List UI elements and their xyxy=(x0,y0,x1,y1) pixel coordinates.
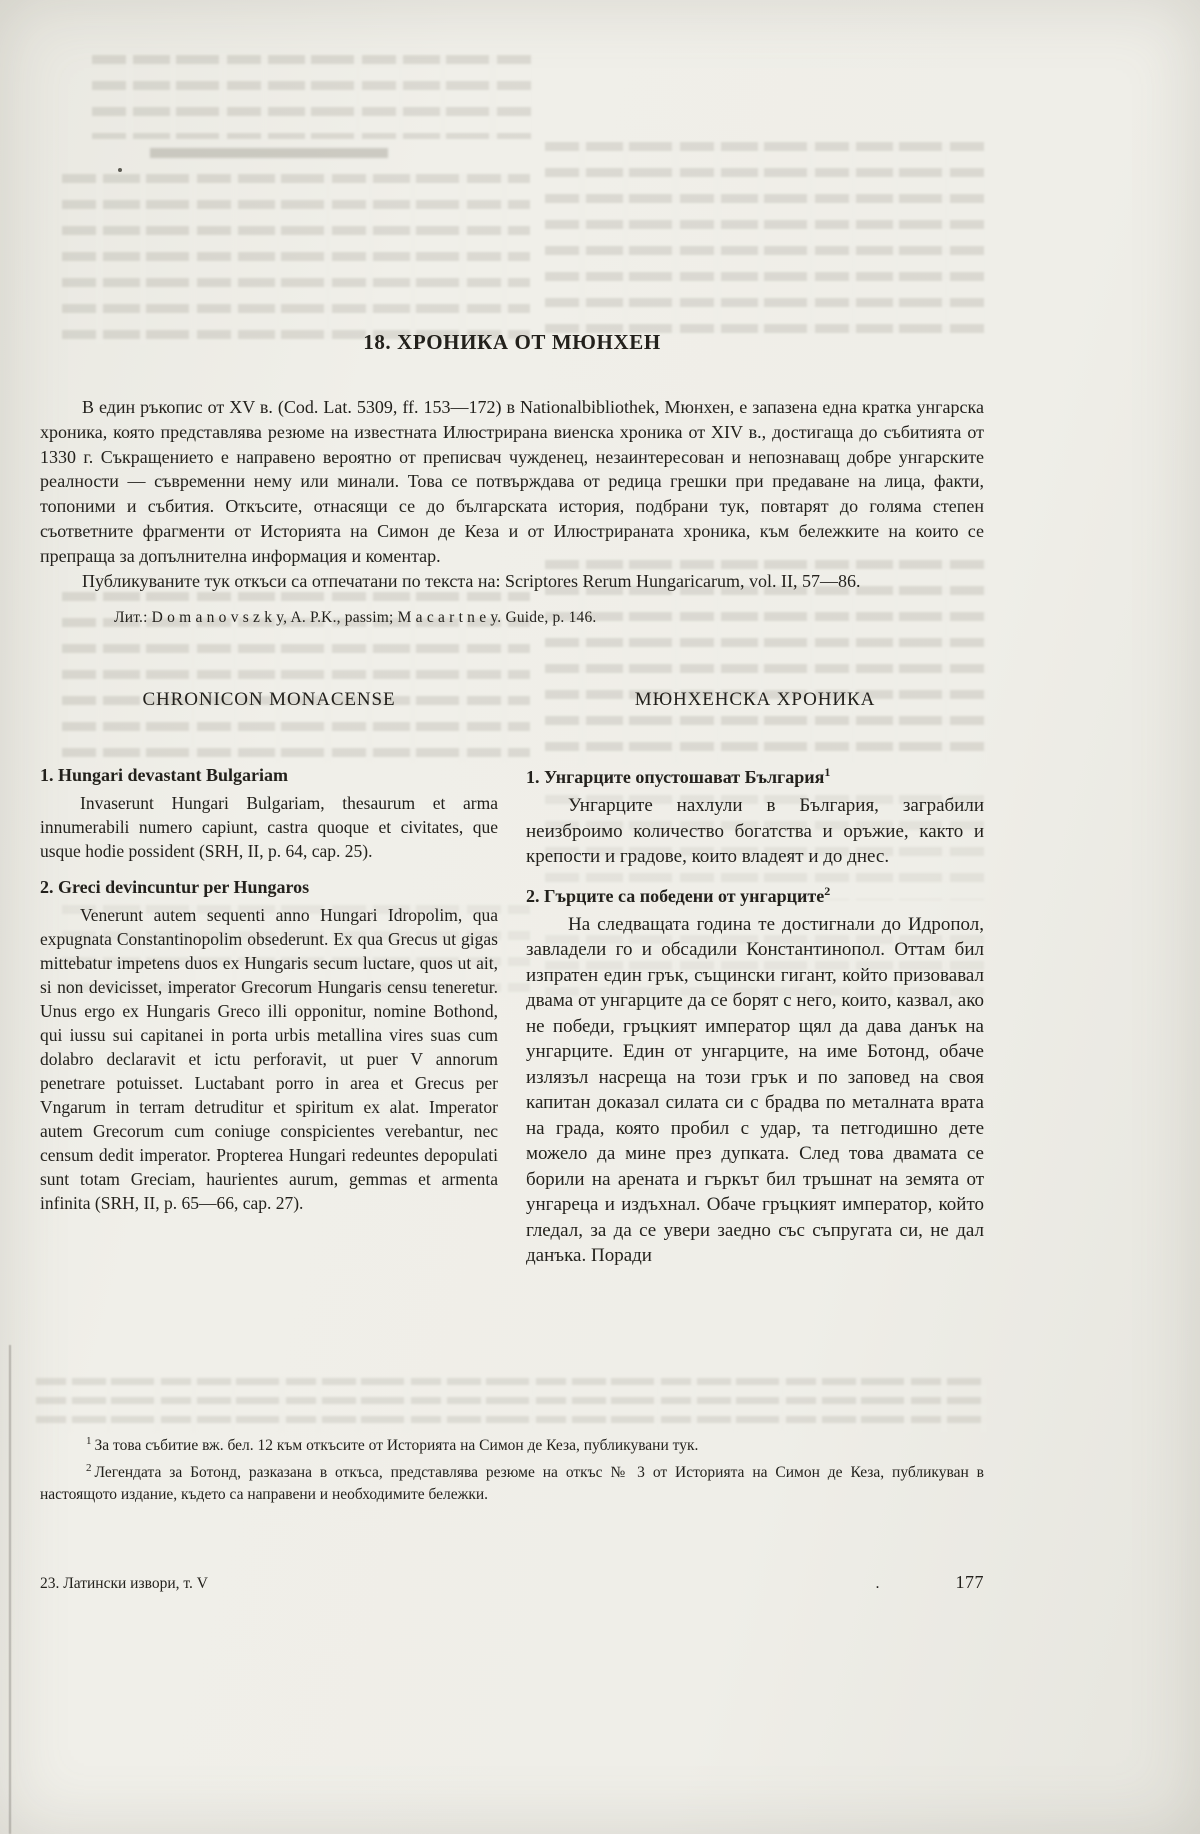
bulgarian-column-heading: МЮНХЕНСКА ХРОНИКА xyxy=(634,689,876,711)
footnote-2-marker: 2 xyxy=(86,1462,92,1475)
page-content xyxy=(40,0,984,1269)
latin-section-1-heading: 1. Hungari devastant Bulgariam xyxy=(40,765,289,786)
bulgarian-section-2-heading-text: 2. Гърците са победени от унгарците xyxy=(526,885,825,906)
chapter-title: 18. ХРОНИКА ОТ МЮНХЕН xyxy=(363,330,661,354)
bulgarian-section-1-heading-text: 1. Унгарците опустошават България xyxy=(526,767,825,788)
latin-section-2-text: Venerunt autem sequenti anno Hungari Idropolim, qua expugnata Constantinopolim obsederunt. Ex qua Grecus ut gigas mittebatur impetens duos ex Hungaris secum luctare, quos ut ait, si non devicisset, imperator Grecorum Hungaris censu teneretur. Unus ergo ex Hungaris Greco illi opponitur, nomine Bothond, qui iussu sui capitanei in porta urbis metallina vires suas cum dolabro declaravit et ictu perforavit, ut puer V annorum penetrare potuisset. Luctabant porro in area et Grecus per Vngarum in terram detruditur et spiritum ex alat. Imperator autem Grecorum cum coniuge conspicientes verebantur, nec censum dedit imperator. Propterea Hungari redeuntes depopulati sunt totam Greciam, haurientes aurum, gemmas et armenta infinita (SRH, II, p. 65—66, cap. 27). xyxy=(40,905,498,1214)
footer-dot-mark: . xyxy=(875,1575,880,1592)
latin-column xyxy=(40,689,498,1269)
footnote-1-marker: 1 xyxy=(86,1435,92,1447)
bulgarian-section-1-text: Унгарците нахлули в България, заграбили неизброимо количество богатства и оръжие, както и крепости и градове, които владеят и до днес. xyxy=(526,795,984,868)
source-note-paragraph: Публикуваните тук откъси са отпечатани по текста на: Scriptores Rerum Hungaricarum, vol. II, 57—86. xyxy=(82,570,861,591)
page-edge-scan-line xyxy=(9,1345,11,1834)
latin-section-2-heading: 2. Greci devincuntur per Hungaros xyxy=(40,877,310,898)
page-number-group xyxy=(876,1572,985,1593)
footnote-1-text: За това събитие вж. бел. 12 към откъсите от Историята на Симон де Кеза, публикувани тук. xyxy=(94,1437,699,1455)
literature-note: Лит.: D o m a n o v s z k y, A. P.K., passim; M a c a r t n e y. Guide, p. 146. xyxy=(114,609,597,627)
footnotes-block xyxy=(40,1430,984,1506)
footnote-2 xyxy=(40,1457,984,1506)
two-column-layout xyxy=(40,689,984,1269)
intro-paragraph: В един ръкопис от XV в. (Cod. Lat. 5309, ff. 153—172) в Nationalbibliothek, Мюнхен, е запазена една кратка унгарска хроника, която представлява резюме на известната Илюстрирана виенска хроника от XIV в., достигаща до събитията от 1330 г. Съкращението е направено вероятно от преписвач чужденец, незаинтересован и непознаващ добре унгарските реалности — съвременни нему или минали. Това се потвърждава от редица грешки при предаване на лица, факти, топоними и събития. Откъсите, отнасящи се до българската история, подбрани тук, повтарят до голяма степен съответните фрагменти от Историята на Симон де Кеза и от Илюстрираната хроника, към бележките на които се препраща за допълнителна информация и коментар. xyxy=(40,397,985,566)
page-number: 177 xyxy=(955,1572,984,1592)
footnote-ref-2: 2 xyxy=(824,883,831,898)
bulgarian-section-1-heading xyxy=(526,765,984,788)
footnote-2-text: Легендата за Ботонд, разказана в откъса, представлява резюме на откъс № 3 от Историята на Симон де Кеза, публикуван в настоящото издание, където са направени и необходимите бележки. xyxy=(40,1464,984,1504)
running-title: 23. Латински извори, т. V xyxy=(40,1575,208,1592)
bulgarian-section-2-heading xyxy=(526,884,984,907)
bulgarian-column xyxy=(526,689,984,1269)
page-footer xyxy=(40,1572,984,1593)
latin-column-heading: CHRONICON MONACENSE xyxy=(142,689,396,711)
latin-section-1-text: Invaserunt Hungari Bulgariam, thesaurum et arma innumerabili numero capiunt, castra quoque et civitates, que usque hodie possident (SRH, II, p. 64, cap. 25). xyxy=(40,793,498,862)
footnote-1 xyxy=(40,1430,984,1457)
footnote-ref-1: 1 xyxy=(824,765,831,780)
bleed-through-text-artifact xyxy=(36,1378,986,1432)
bulgarian-section-2-text: На следващата година те достигнали до Идропол, завладели го и обсадили Константинопол. Оттам бил изпратен един грък, същински гигант, който призовавал двама от унгарците да се борят с него, които, казвал, ако не победи, гръцкият император щял да дава данък на унгарците. Един от унгарците, на име Ботонд, обаче излязъл насреща на този грък и по заповед на своя капитан доказал силата си с брадва по металната врата на града, която пробил с удар, та петгодишно дете можело да мине през дупката. След това двамата се борили на арената и гъркът бил тръшнат на земята от унгареца и издъхнал. Обаче гръцкият император, който гледал, за да се увери заедно със съпругата си, не дал данъка. Поради xyxy=(526,913,984,1267)
